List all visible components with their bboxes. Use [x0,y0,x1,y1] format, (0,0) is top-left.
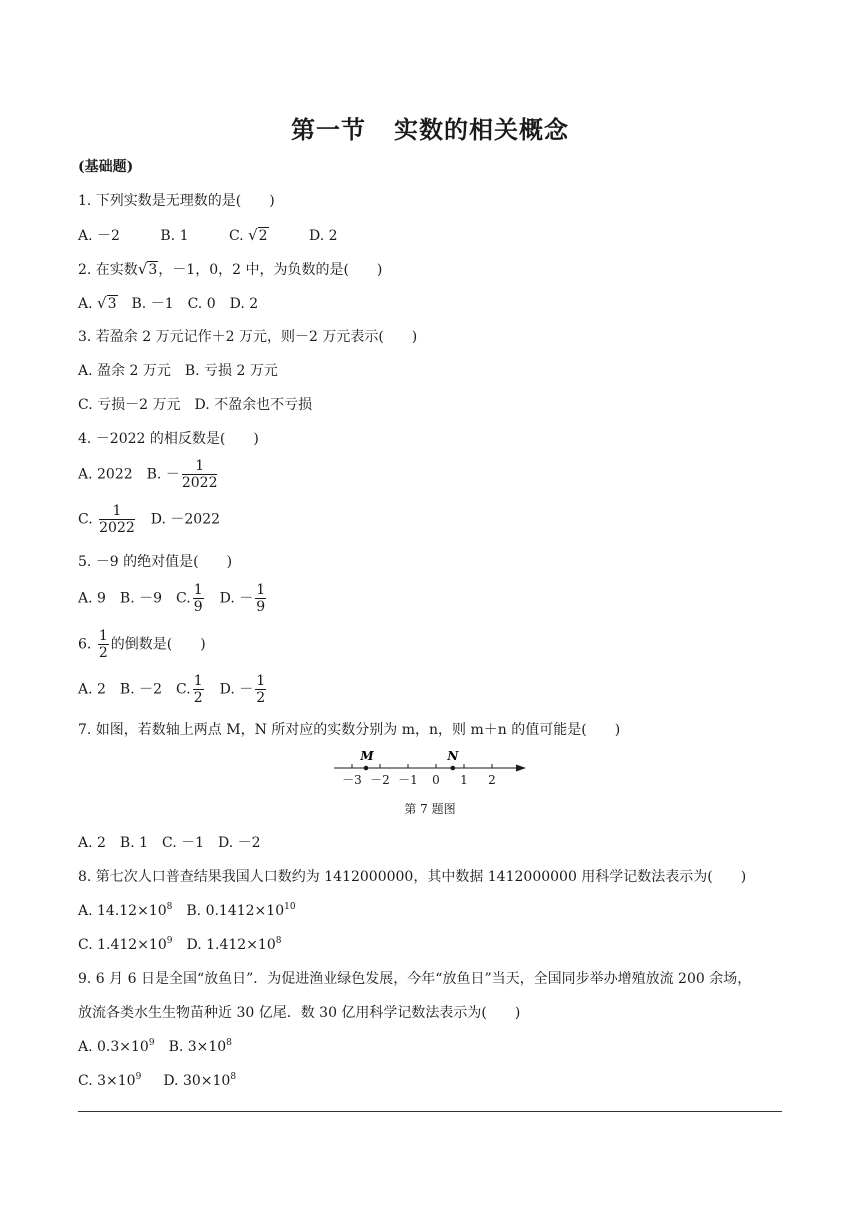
q9-choice-a [78,1039,155,1055]
denominator: 2022 [99,520,135,536]
numerator: 1 [98,628,108,644]
q9-choices-ab [78,1038,232,1056]
q6-stem [78,628,206,661]
q4-choices-ab [78,458,219,491]
q2-choice-a-radicand: 3 [107,296,117,312]
exponent: 8 [166,902,173,912]
q9-choice-b [169,1039,232,1055]
q3-stem: 3. 若盈余 2 万元记作＋2 万元，则－2 万元表示( ) [78,329,418,345]
axis-tick-label: 0 [432,773,440,787]
q5-stem: 5. －9 的绝对值是( ) [78,554,233,570]
point-m-label: M [360,749,374,763]
q1-choice-c-radicand: 2 [258,228,268,244]
numerator: 1 [193,582,203,598]
q1-choice-c [229,228,269,244]
q7-stem: 7. 如图，若数轴上两点 M，N 所对应的实数分别为 m，n，则 m＋n 的值可能是( ) [78,722,621,738]
denominator: 2022 [181,475,218,491]
exponent: 8 [226,1038,232,1048]
axis-tick-label: －2 [370,773,390,787]
q9-stem-line2: 放流各类水生生物苗种近 30 亿尾．数 30 亿用科学记数法表示为( ) [78,1005,521,1021]
q2-stem-radicand: 3 [148,262,158,278]
q6-choice-c: C. [176,681,191,698]
point-n-label: N [447,749,459,763]
q5-choice-a: A. 9 [78,590,106,607]
axis-tick-label: －1 [398,773,418,787]
point-n-dot [451,766,456,771]
q2-choices [78,294,258,313]
q6-number: 6. [78,636,92,653]
q1-choice-d: D. 2 [309,228,338,244]
q8-choice-b-base: B. 0.1412×10 [186,903,285,919]
q8-choice-d [186,937,281,953]
section-label: (基础题) [78,159,134,175]
figure-caption: 第 7 题图 [404,802,456,816]
q9-choice-a-base: A. 0.3×10 [78,1039,149,1055]
q2-stem-post: ，－1，0，2 中，为负数的是( ) [158,262,383,278]
exponent: 8 [230,1072,237,1082]
q4-choices-cd [78,503,220,536]
number-line-figure [330,748,530,790]
fraction [182,458,218,491]
q9-choice-d [163,1073,236,1089]
footer-divider [78,1111,782,1112]
q1-choice-c-label: C. [228,228,244,244]
axis-tick-label: 1 [460,773,468,787]
q5-choices [78,582,268,615]
sqrt-symbol: √2 [248,226,268,244]
numerator: 1 [182,458,218,475]
axis-tick-label: 2 [488,773,496,787]
denominator: 2 [256,690,266,706]
q8-choices-cd [78,936,281,954]
denominator: 2 [193,690,203,706]
q9-choices-cd [78,1072,236,1090]
q9-choice-b-base: B. 3×10 [168,1039,227,1055]
denominator: 9 [193,599,203,615]
q8-choice-a-base: A. 14.12×10 [78,903,167,919]
denominator: 2 [98,645,108,661]
title-part-topic: 实数的相关概念 [394,116,569,144]
fraction [255,673,266,706]
q8-choice-d-base: D. 1.412×10 [186,937,276,953]
q8-choice-c [78,937,172,953]
fraction [255,582,266,615]
q9-choice-d-base: D. 30×10 [163,1073,231,1089]
q1-choices [78,226,338,245]
fraction [193,582,204,615]
q9-choice-c-base: C. 3×10 [78,1073,136,1089]
exponent: 9 [135,1072,142,1082]
page-title [0,110,860,145]
q6-choice-b: B. －2 [119,681,163,698]
exponent: 8 [275,936,282,946]
denominator: 9 [256,599,266,615]
exponent: 10 [284,902,296,912]
q9-choice-c [78,1073,141,1089]
q6-choice-a: A. 2 [78,681,106,698]
q3-choices-ab: A. 盈余 2 万元 B. 亏损 2 万元 [78,363,278,379]
sqrt-symbol: √3 [137,260,158,278]
q1-choice-a: A. －2 [78,228,120,244]
q4-choice-b: B. － [146,466,180,483]
q4-choice-c: C. [78,511,93,528]
q5-choice-b: B. －9 [119,590,163,607]
axis-tick-label: －3 [342,773,362,787]
q8-choice-b [186,903,295,919]
numerator: 1 [256,673,266,689]
q2-choice-a-label: A. [78,296,93,312]
q6-choice-d: D. － [219,681,254,698]
fraction [98,628,109,661]
q6-stem-text: 的倒数是( ) [110,636,206,653]
numerator: 1 [256,582,266,598]
q6-choices [78,673,268,706]
fraction [193,673,204,706]
point-m-dot [364,766,369,771]
q1-choice-b: B. 1 [160,228,189,244]
sqrt-symbol: √3 [97,294,117,312]
axis-arrow-icon [516,765,526,772]
q4-choice-a: A. 2022 [78,466,133,483]
q1-stem: 1. 下列实数是无理数的是( ) [78,193,275,209]
q2-choices-rest: B. －1 C. 0 D. 2 [131,296,259,312]
q2-stem-pre: 2. 在实数 [78,262,138,278]
q4-stem: 4. －2022 的相反数是( ) [78,431,259,447]
title-part-section: 第一节 [291,116,366,144]
numerator: 1 [99,503,135,520]
q8-choices-ab [78,902,296,920]
q7-choices: A. 2 B. 1 C. －1 D. －2 [78,835,261,851]
numerator: 1 [193,673,203,689]
fraction [99,503,135,536]
q8-choice-c-base: C. 1.412×10 [78,937,167,953]
q8-stem: 8. 第七次人口普查结果我国人口数约为 1412000000，其中数据 1412000000 用科学记数法表示为( ) [78,869,747,885]
q9-stem-line1: 9. 6 月 6 日是全国“放鱼日”．为促进渔业绿色发展，今年“放鱼日”当天，全国同步举办增殖放流 200 余场， [78,971,752,987]
exponent: 9 [166,936,173,946]
q8-choice-a [78,903,172,919]
q3-choices-cd: C. 亏损－2 万元 D. 不盈余也不亏损 [78,397,313,413]
exponent: 9 [148,1038,155,1048]
q5-choice-c: C. [176,590,191,607]
q2-stem [78,260,382,279]
q5-choice-d: D. － [219,590,254,607]
q4-choice-d: D. －2022 [150,511,221,528]
